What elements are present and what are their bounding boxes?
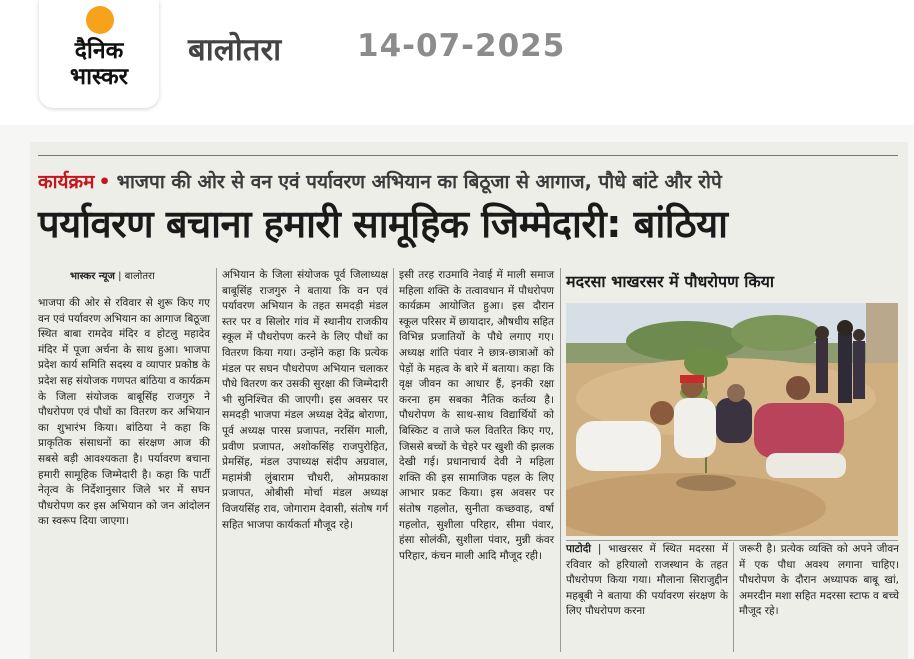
article-column-1	[38, 296, 210, 530]
photo-caption-right	[739, 542, 899, 620]
logo-line-1: दैनिक	[74, 37, 124, 64]
caption-right-text: जरूरी है। प्रत्येक व्यक्ति को अपने जीवन में एक पौधा अवश्य लगाना चाहिए। पौधरोपण के दौरान अध्यापक बाबू खां, अमरदीन मशा सहित मदरसा स्टाफ व बच्चे मौजूद रहे।	[739, 543, 899, 618]
logo-line-2: भास्कर	[69, 63, 129, 90]
byline-source: भास्कर न्यूज	[70, 271, 115, 282]
kicker-text: भाजपा की ओर से वन एवं पर्यावरण अभियान का बिठूजा से आगाज, पौधे बांटे और रोपे	[116, 171, 722, 193]
kicker-label: कार्यक्रम	[38, 171, 95, 193]
column-3-text: इसी तरह राउमावि नेवाई में माली समाज महिला शक्ति के तत्वावधान में पौधरोपण कार्यक्रम आयोजित हुआ। इस दौरान स्कूल परिसर में छायादार, औषधीय सहित विभिन्न प्रजातियों के पौधे लगाए गए। अध्यक्ष शांति पंवार ने छात्र-छात्राओं को पेड़ों के महत्व के बारे में बताया। कहा कि वृक्ष जीवन का आधार हैं, इनकी रक्षा करना हम सबका नैतिक कर्तव्य है। पौधरोपण के साथ-साथ विद्यार्थियों को बिस्किट व ताजे फल वितरित किए गए, जिससे बच्चों के चेहरे पर खुशी की झलक देखी गई। प्रधानाचार्य देवी ने महिला शक्ति की इस सामाजिक पहल के लिए आभार प्रकट किया। इस अवसर पर संतोष गहलोत, सुनीता कच्छवाह, वर्षा गहलोत, सुशीला परिहार, सीमा पंवार, हंसा सोलंकी, सुशीला पंवार, मुन्नी कंवर परिहार, कंचन माली आदि मौजूद रही।	[399, 269, 554, 562]
column-divider	[733, 542, 734, 652]
byline-place: बालोतरा	[124, 271, 155, 282]
tree-planting-photo	[566, 303, 898, 536]
column-1-text: भाजपा की ओर से रविवार से शुरू किए गए वन एवं पर्यावरण अभियान का आगाज बिठूजा स्थित बाबा रामदेव मंदिर व होटलु महादेव मंदिर में पूजा अर्चना के साथ हुआ। भाजपा प्रदेश कार्य समिति सदस्य व व्यापार प्रकोष्ठ के प्रदेश सह संयोजक गणपत बांठिया व कार्यक्रम के जिला संयोजक बाबूसिंह राजगुरु ने पौधरोपण एवं पौधों का वितरण कर अभियान का शुभारंभ किया। बांठिया ने कहा कि प्राकृतिक संसाधनों का संरक्षण आज की सबसे बड़ी आवश्यकता है। पर्यावरण बचाना हमारी सामूहिक जिम्मेदारी है। कहा कि पार्टी नेतृत्व के निर्देशानुसार जिले भर में सघन पौधरोपण कर इस अभियान को जन आंदोलन का स्वरूप दिया जाएगा।	[38, 297, 211, 528]
column-divider	[393, 268, 394, 652]
sun-icon	[86, 6, 114, 34]
photo-story-title: मदरसा भाखरसर में पौधरोपण किया	[566, 272, 775, 291]
bullet-icon: •	[98, 171, 111, 193]
city-name: बालोतरा	[188, 32, 282, 68]
kicker-line	[38, 168, 898, 194]
edition-date: 14-07-2025	[357, 28, 566, 64]
byline: भास्कर न्यूज | बालोतरा	[70, 271, 155, 282]
caption-rule	[566, 540, 898, 541]
column-divider	[560, 268, 561, 652]
article-column-3	[399, 268, 554, 564]
top-rule	[38, 155, 898, 156]
photo-caption-left: पाटोदी | भाखरसर में स्थित मदरसा में रविवार को हरियालो राजस्थान के तहत पौधरोपण किया गया। मौलाना सिराजुद्दीन महबूबी ने बताया की पर्यावरण संरक्षण के लिए पौधरोपण करना	[566, 543, 728, 618]
column-divider	[216, 268, 217, 652]
caption-left-text: भाखरसर में स्थित मदरसा में रविवार को हरियालो राजस्थान के तहत पौधरोपण किया गया। मौलाना सिराजुद्दीन महबूबी ने बताया की पर्यावरण संरक्षण के लिए पौधरोपण करना	[566, 543, 728, 618]
caption-dateline: पाटोदी	[566, 543, 591, 555]
column-2-text: अभियान के जिला संयोजक पूर्व जिलाध्यक्ष बाबूसिंह राजगुरु ने बताया कि वन एवं पर्यावरण अभियान के तहत समदड़ी मंडल स्तर पर व सिलोर गांव में स्थानीय राजकीय स्कूल में पौधरोपण करने के लिए पौधों का वितरण किया गया। उन्होंने कहा कि प्रत्येक मंडल पर सघन पौधरोपण अभियान चलाकर पौधे वितरण कर उसकी सुरक्षा की जिम्मेदारी भी सुनिश्चित की जाएगी। इस अवसर पर समदड़ी भाजपा मंडल अध्यक्ष देवेंद्र बोराणा, पूर्व अध्यक्ष पारस प्रजापत, नरसिंग माली, प्रवीण प्रजापत, अशोकसिंह राजपुरोहित, प्रेमसिंह, मंडल उपाध्यक्ष संदीप अग्रवाल, महामंत्री लुंबाराम चौधरी, ओमप्रकाश प्रजापत, ओबीसी मोर्चा मंडल अध्यक्ष विजयसिंह राव, जोगाराम देवासी, संतोष गर्ग सहित भाजपा कार्यकर्ता मौजूद रहे।	[222, 269, 388, 531]
article-column-2	[222, 268, 388, 533]
dainik-bhaskar-logo	[39, 0, 159, 108]
headline: पर्यावरण बचाना हमारी सामूहिक जिम्मेदारी: बांठिया	[38, 202, 728, 246]
